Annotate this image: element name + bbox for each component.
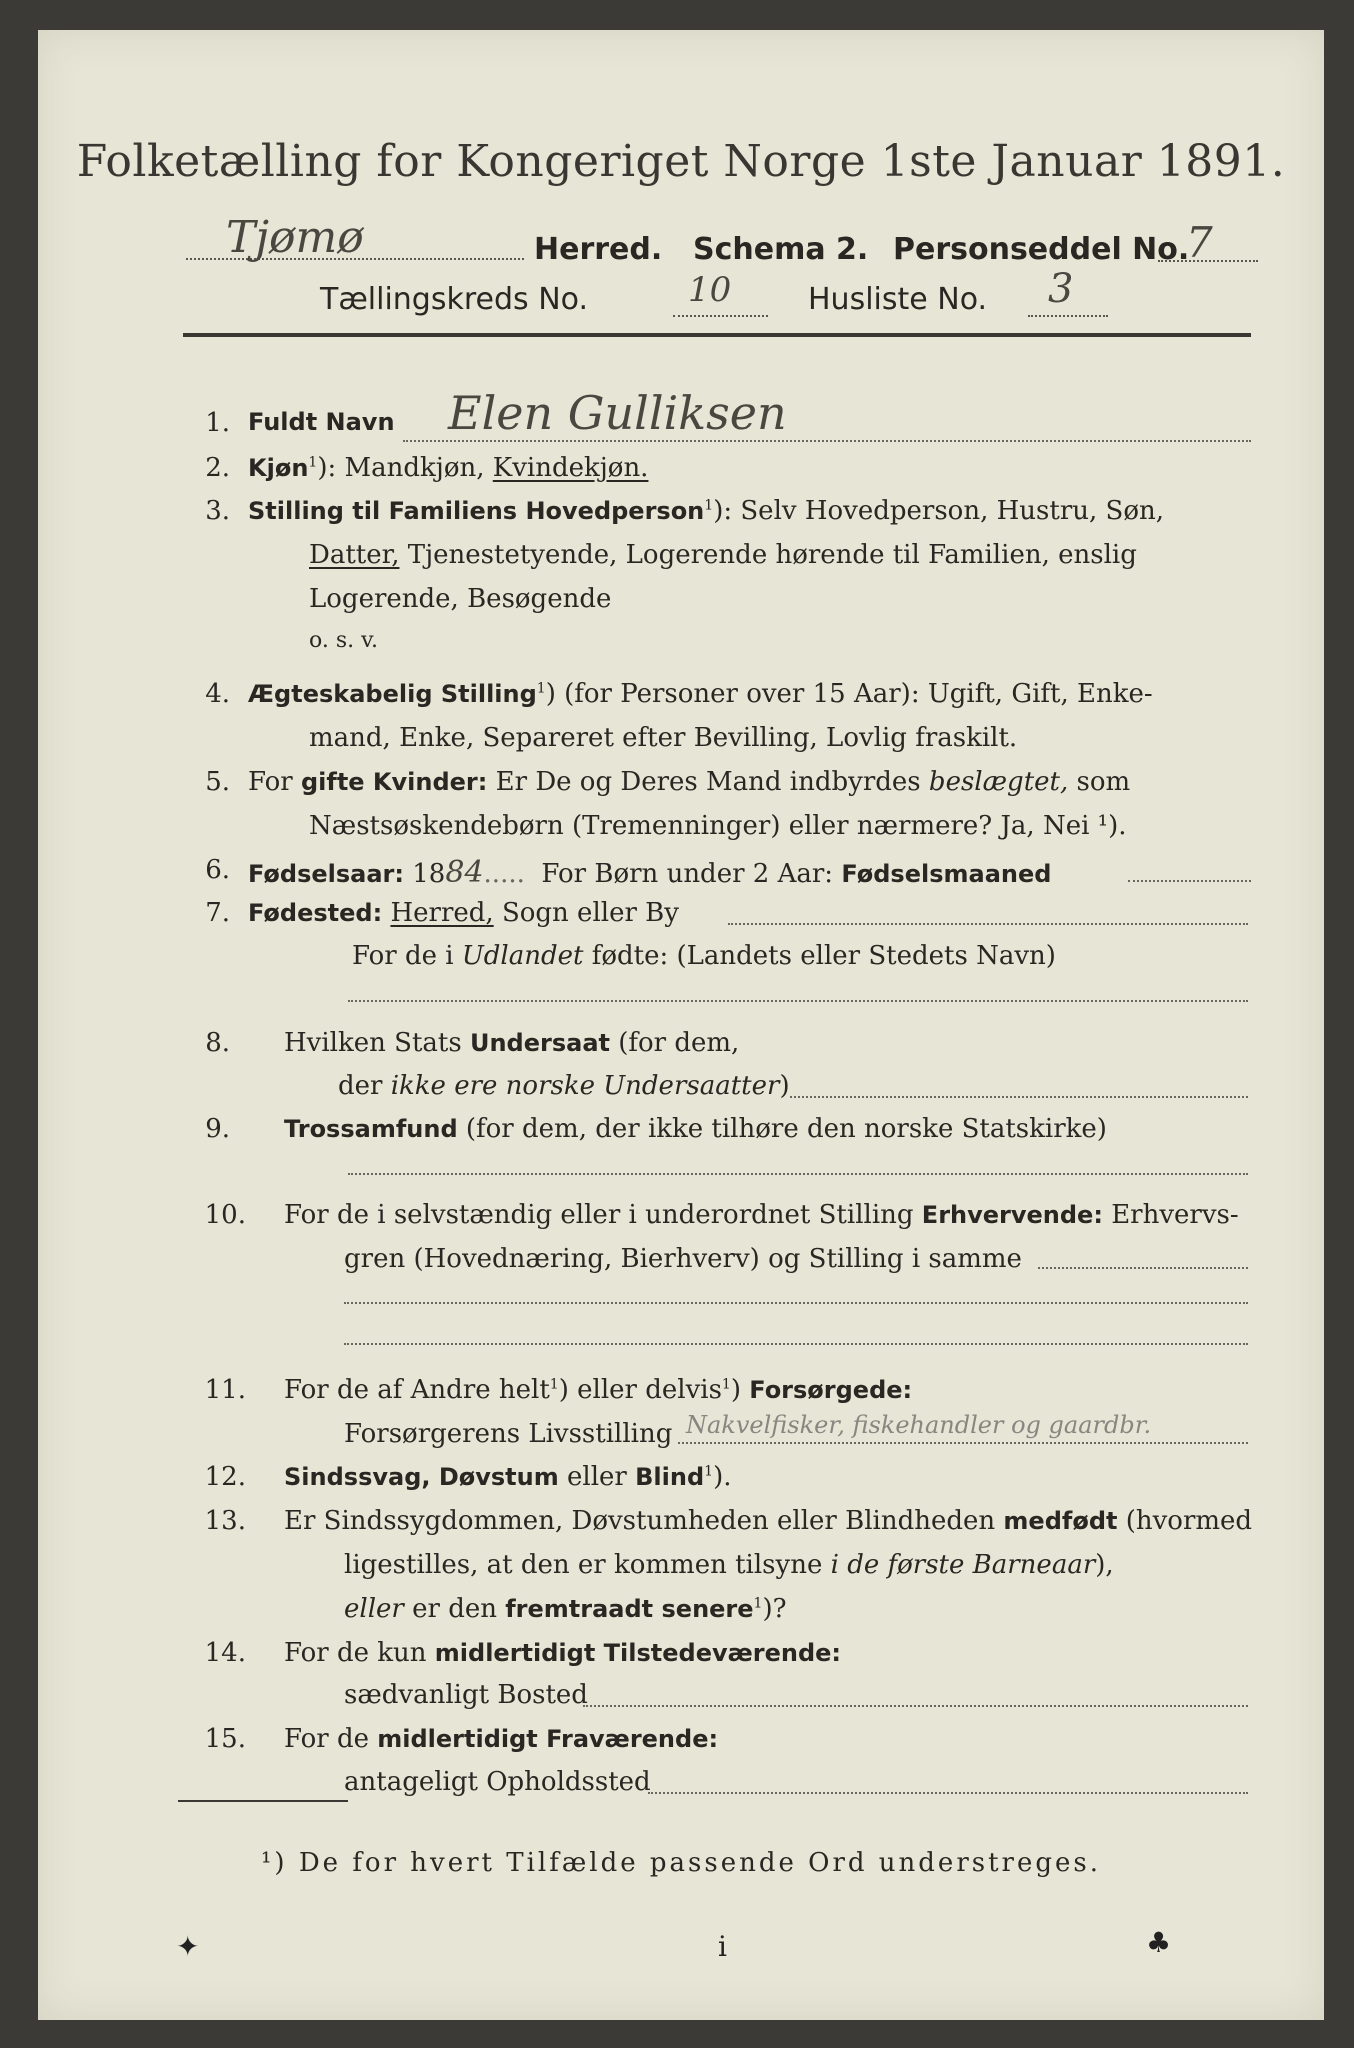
q5-line2: Næstsøskendebørn (Tremenninger) eller nærmere? Ja, Nei ¹). <box>309 811 1127 841</box>
q3-line4: o. s. v. <box>309 628 378 653</box>
q13-line3a: er den <box>412 1594 497 1624</box>
q7-line2a: For de i <box>352 941 454 971</box>
q4-sup: 1 <box>536 680 546 697</box>
q13-pre: Er Sindssygdommen, Døvstumheden eller Blindheden <box>284 1506 996 1536</box>
q1-line <box>403 440 1251 442</box>
q14-label: midlertidigt Tilstedeværende: <box>434 1639 842 1667</box>
q12-mid: eller <box>567 1462 627 1492</box>
header-rule <box>183 333 1251 337</box>
q9-label: Trossamfund <box>284 1115 458 1143</box>
q2-sup: 1 <box>308 454 318 471</box>
q5-pre: For <box>248 767 293 797</box>
footnote: ¹) De for hvert Tilfælde passende Ord understreges. <box>260 1848 1101 1878</box>
q13-line2b: ), <box>1095 1550 1114 1580</box>
q13-line3b: )? <box>762 1594 787 1624</box>
husliste-label: Husliste No. <box>808 282 988 317</box>
q12-line: Sindssvag, Døvstum eller Blind$^1$). <box>284 1462 732 1492</box>
q8-line2i: ikke ere norske Undersaatter <box>390 1071 780 1101</box>
q3-number: 3. <box>205 496 230 526</box>
q13-number: 13. <box>204 1506 246 1536</box>
q6-line: Fødselsaar: 1884..... For Børn under 2 Aar: Fødselsmaaned <box>248 855 1052 890</box>
husliste-value: 3 <box>1048 266 1074 312</box>
q3-line2 <box>309 540 1251 570</box>
q4-label: Ægteskabelig Stilling <box>248 680 537 708</box>
q3-text1: ): Selv Hovedperson, Hustru, Søn, <box>713 496 1165 526</box>
q8-pre: Hvilken Stats <box>284 1028 462 1058</box>
q7-line2i: Udlandet <box>461 941 584 971</box>
q2-underlined: Kvindekjøn. <box>492 453 649 483</box>
q11-line2: Forsørgerens Livsstilling <box>344 1419 673 1449</box>
q7-line1 <box>248 898 679 928</box>
q4-line1 <box>248 679 1153 709</box>
q10-dots1 <box>1038 1267 1248 1269</box>
q14-dots <box>583 1705 1248 1707</box>
q10-label: Erhvervende: <box>921 1201 1103 1229</box>
corner-mark-center: ⅰ <box>718 1930 727 1963</box>
q8-post: (for dem, <box>618 1028 740 1058</box>
q6-dots <box>1128 880 1251 882</box>
taellingskreds-value: 10 <box>688 270 732 310</box>
q14-number: 14. <box>204 1638 246 1668</box>
q4-number: 4. <box>205 679 230 709</box>
census-form-page <box>38 30 1324 2020</box>
taellingskreds-label: Tællingskreds No. <box>320 282 588 317</box>
q8-number: 8. <box>205 1028 230 1058</box>
q11-line1: For de af Andre helt$^1$) eller delvis$^1$) Forsørgede: <box>284 1375 913 1405</box>
q10-dots3 <box>344 1343 1248 1345</box>
q2-label: Kjøn <box>248 454 309 482</box>
q13-line1 <box>284 1506 1252 1536</box>
q12-label: Sindssvag, Døvstum <box>284 1463 559 1491</box>
q7-underlined: Herred, <box>390 898 494 928</box>
personseddel-label: Personseddel No. <box>893 232 1190 267</box>
q1-value: Elen Gulliksen <box>448 386 787 440</box>
q6-value: 84 <box>445 855 484 890</box>
q14-line1 <box>284 1638 841 1668</box>
q10-post: Erhvervs- <box>1111 1200 1239 1230</box>
q9-number: 9. <box>205 1114 230 1144</box>
q7-label: Fødested: <box>248 899 383 927</box>
q11-value: Nakvelfisker, fiskehandler og gaardbr. <box>686 1411 1152 1439</box>
q11-mid: ) eller delvis <box>558 1375 722 1405</box>
personseddel-line <box>1158 260 1258 262</box>
q10-number: 10. <box>204 1200 246 1230</box>
taellingskreds-line <box>673 315 768 317</box>
q4-text1: ) (for Personer over 15 Aar): Ugift, Gift, Enke- <box>545 679 1153 709</box>
q13-line2a: ligestilles, at den er kommen tilsyne <box>344 1550 823 1580</box>
q7-dots1 <box>728 923 1248 925</box>
q1-number: 1. <box>205 408 230 438</box>
personseddel-value: 7 <box>1186 218 1213 267</box>
q7-line2b: fødte: (Landets eller Stedets Navn) <box>591 941 1056 971</box>
q3-line1 <box>248 496 1164 526</box>
q1-label: Fuldt Navn <box>248 408 395 436</box>
q6-text: For Børn under 2 Aar: <box>541 859 834 889</box>
form-title: Folketælling for Kongeriget Norge 1ste Januar 1891. <box>76 136 1286 187</box>
q13-line2i: i de første Barneaar <box>830 1550 1096 1580</box>
q13-label3: fremtraadt senere <box>505 1595 754 1623</box>
q8-label: Undersaat <box>469 1029 610 1057</box>
corner-mark-left: ✦ <box>176 1930 200 1963</box>
q9-text: (for dem, der ikke tilhøre den norske Statskirke) <box>465 1114 1107 1144</box>
q12-post: ). <box>713 1462 732 1492</box>
q9-line <box>284 1114 1250 1144</box>
schema-label: Schema 2. <box>693 232 869 267</box>
q2-number: 2. <box>205 453 230 483</box>
q11-label: Forsørgede: <box>749 1376 913 1404</box>
q7-text: Sogn eller By <box>501 898 679 928</box>
q5-line1 <box>248 767 1130 797</box>
q15-line1 <box>284 1724 718 1754</box>
q2-line <box>248 453 648 483</box>
q8-line2 <box>338 1071 790 1101</box>
q13-post: (hvormed <box>1125 1506 1253 1536</box>
q7-number: 7. <box>205 898 230 928</box>
q11-dots <box>678 1442 1248 1444</box>
q15-pre: For de <box>284 1724 369 1754</box>
q8-dots <box>790 1096 1248 1098</box>
herred-label: Herred. <box>534 232 663 267</box>
q13-line3i: eller <box>344 1594 404 1624</box>
q5-italic: beslægtet, <box>928 767 1069 797</box>
q8-line2a: der <box>338 1071 383 1101</box>
q7-line2 <box>352 941 1056 971</box>
q10-pre: For de i selvstændig eller i underordnet Stilling <box>284 1200 914 1230</box>
q3-sup: 1 <box>704 497 714 514</box>
q3-underlined: Datter, <box>309 540 400 570</box>
q10-dots2 <box>344 1302 1248 1304</box>
q10-line1 <box>284 1200 1239 1230</box>
q13-line2 <box>344 1550 1114 1580</box>
husliste-line <box>1028 315 1108 317</box>
q3-label: Stilling til Familiens Hovedperson <box>248 497 705 525</box>
q7-dots2 <box>348 1000 1248 1002</box>
corner-mark-right: ♣ <box>1146 1926 1172 1959</box>
q10-line2: gren (Hovednæring, Bierhverv) og Stilling i samme <box>344 1244 1022 1274</box>
q15-line2: antageligt Opholdssted <box>344 1767 651 1797</box>
q13-line3: eller er den fremtraadt senere$^1$)? <box>344 1594 787 1624</box>
q6-label: Fødselsaar: <box>248 860 404 888</box>
q6-prefix: 18 <box>412 859 446 889</box>
q8-line1 <box>284 1028 739 1058</box>
q4-line2: mand, Enke, Separeret efter Bevilling, Lovlig fraskilt. <box>309 723 1018 753</box>
q6-label2: Fødselsmaaned <box>841 860 1052 888</box>
q3-text2: Tjenestetyende, Logerende hørende til Familien, enslig <box>407 540 1137 570</box>
q14-pre: For de kun <box>284 1638 427 1668</box>
q11-sup: 1 <box>549 1376 559 1393</box>
q15-dots <box>648 1792 1248 1794</box>
q12-number: 12. <box>204 1462 246 1492</box>
q9-dots <box>348 1173 1248 1175</box>
q6-number: 6. <box>205 855 230 885</box>
q5-number: 5. <box>205 767 230 797</box>
q5-label: gifte Kvinder: <box>300 768 488 796</box>
q3-line3: Logerende, Besøgende <box>309 584 612 614</box>
q12-label2: Blind <box>635 1463 705 1491</box>
q14-line2: sædvanligt Bosted <box>344 1680 588 1710</box>
q15-number: 15. <box>204 1724 246 1754</box>
q11-number: 11. <box>204 1375 246 1405</box>
q2-text: ): Mandkjøn, <box>317 453 485 483</box>
footnote-rule <box>178 1800 348 1802</box>
q11-pre: For de af Andre helt <box>284 1375 550 1405</box>
q8-line2b: ) <box>779 1071 790 1101</box>
q13-label: medfødt <box>1003 1507 1118 1535</box>
herred-value: Tjømø <box>226 212 364 263</box>
q5-post: som <box>1076 767 1131 797</box>
q15-label: midlertidigt Fraværende: <box>377 1725 719 1753</box>
q5-text1: Er De og Deres Mand indbyrdes <box>495 767 921 797</box>
